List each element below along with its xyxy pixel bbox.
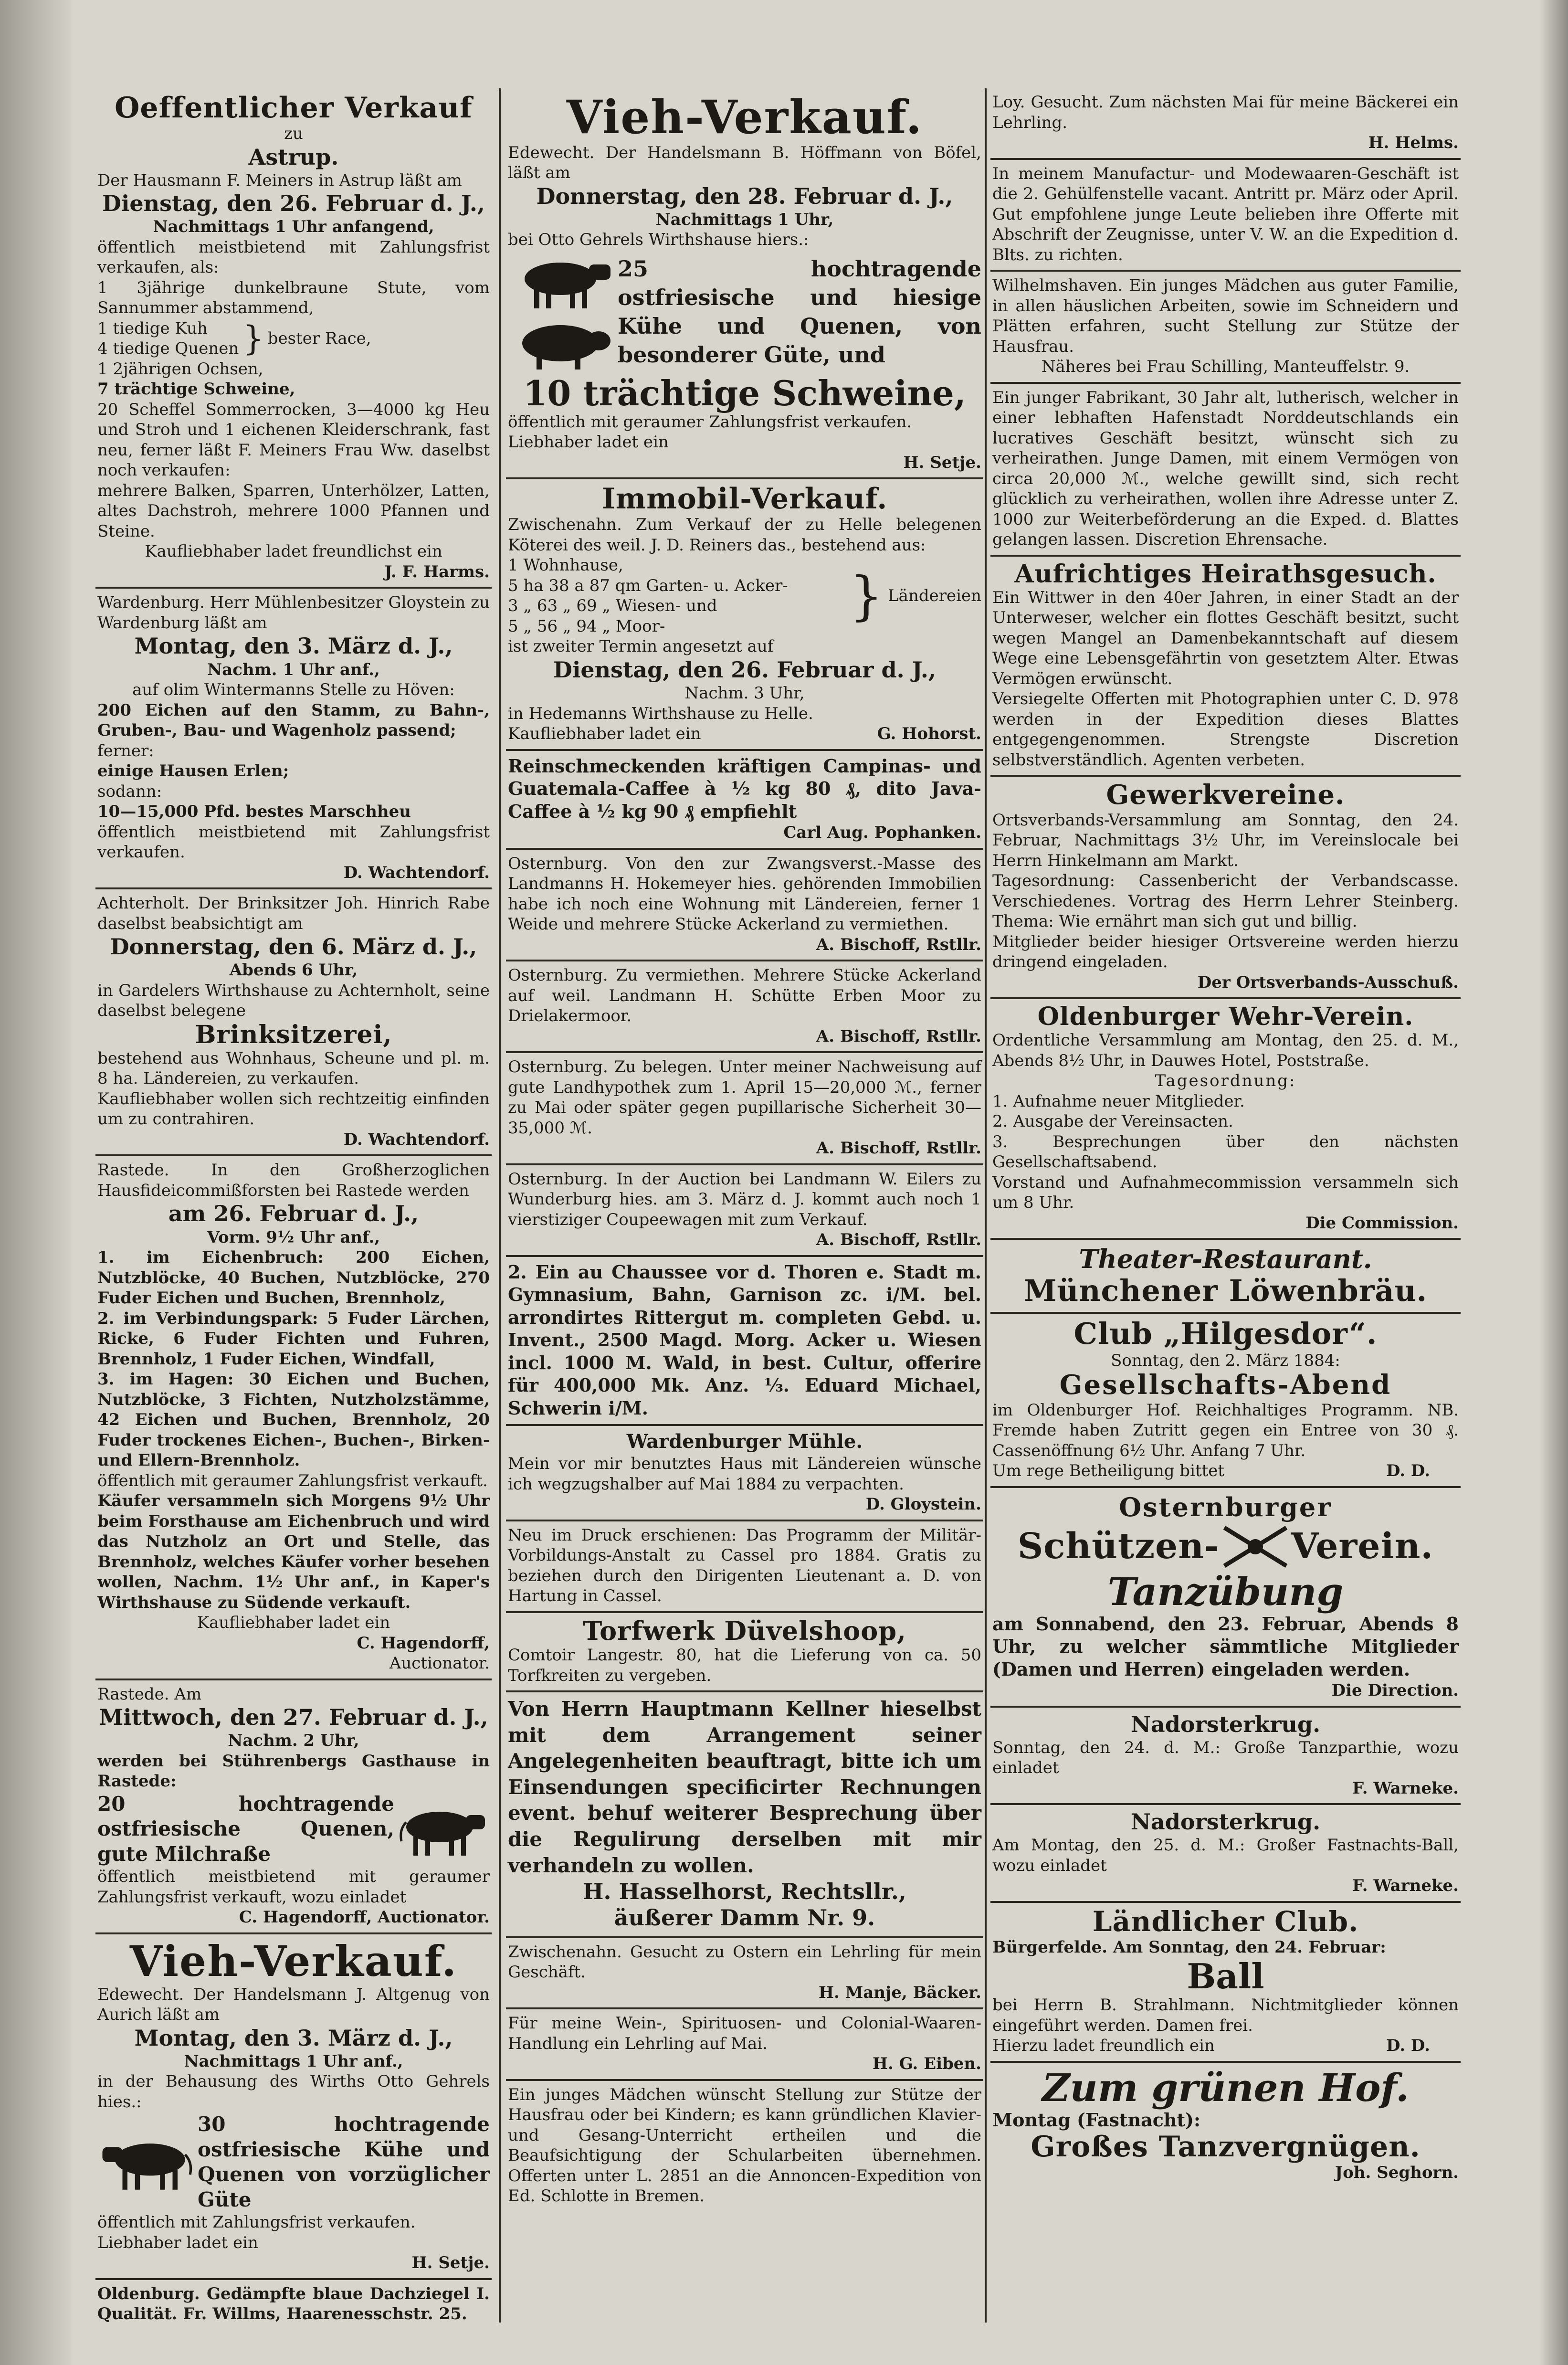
column-rule bbox=[985, 88, 987, 2323]
ad-date: Donnerstag, den 28. Februar d. J., bbox=[536, 183, 953, 209]
ad-text: Reinschmeckenden kräftigen Campinas- und Guatemala-Caffee à ½ kg 80 ₰, dito Java-Caffee à ½ kg 90 ₰ empfiehlt bbox=[508, 755, 981, 822]
column-3 bbox=[990, 88, 1461, 2332]
ad-signature: H. Setje. bbox=[903, 453, 981, 472]
ad-title: Osternburger bbox=[1119, 1491, 1332, 1522]
ad-text: 2. im Verbindungspark: 5 Fuder Lärchen, Ricke, 6 Fuder Fichten und Fuhren, Brennholz, 1 Fuder Eichen, Windfall, bbox=[97, 1309, 490, 1369]
ad-text: In meinem Manufactur- und Modewaaren-Geschäft ist die 2. Gehülfenstelle vacant. Antritt pr. März oder April. Gut empfohlene junge Leute belieben ihre Offerte mit Abschrift der Zeugnisse, unter V. W. an die Expedition d. Blts. zu richten. bbox=[992, 164, 1459, 264]
ad-text: Ordentliche Versammlung am Montag, den 25. d. M., Abends 8½ Uhr, in Dauwes Hotel, Poststraße. bbox=[992, 1031, 1459, 1070]
ad-text: Osternburg. Zu belegen. Unter meiner Nachweisung auf gute Landhypothek zum 1. April 15—20,000 ℳ., ferner zu Mai oder später gegen pupillarische Sicherheit 30—35,000 ℳ. bbox=[508, 1057, 981, 1138]
ad-hasselhorst bbox=[506, 1692, 983, 1938]
ad-title: Aufrichtiges Heirathsgesuch. bbox=[1014, 559, 1437, 589]
ad-vieh-verkauf-hoeffmann bbox=[506, 88, 983, 479]
ad-date: Dienstag, den 26. Februar d. J., bbox=[553, 656, 936, 683]
ad-text: öffentlich meistbietend mit Zahlungsfrist verkaufen. bbox=[97, 822, 490, 862]
ad-text: Osternburg. Zu vermiethen. Mehrere Stücke Ackerland auf weil. Landmann H. Schütte Erben Moor zu Drielakermoor. bbox=[508, 966, 981, 1026]
ad-title: Wardenburger Mühle. bbox=[626, 1430, 863, 1453]
ad-signature: A. Bischoff, Rstllr. bbox=[816, 1026, 981, 1046]
ad-wehr-verein bbox=[990, 999, 1461, 1240]
ad-text: 1 tiedige Kuh bbox=[97, 318, 208, 338]
ad-text: 25 hochtragende ostfriesische und hiesige Kühe und Quenen, von besonderer Güte, und bbox=[618, 256, 981, 368]
ad-text: 3. im Hagen: 30 Eichen und Buchen, Nutzblöcke, 3 Fichten, Nutzholzstämme, 42 Eichen und Buchen, Brennholz, 20 Fuder trockenes Eichen-, Buchen-, Birken- und Ellern-Brennholz. bbox=[97, 1370, 490, 1470]
ad-torfwerk bbox=[506, 1613, 983, 1692]
ad-text: Zwischenahn. Gesucht zu Ostern ein Lehrling für mein Geschäft. bbox=[508, 1942, 981, 1982]
ad-text: Osternburg. Von den zur Zwangsverst.-Masse des Landmanns H. Hokemeyer hies. gehörenden Immobilien habe ich noch eine Wohnung mit Ländereien, ferner 1 Weide und mehrere Stücke Ackerland zu vermiethen. bbox=[508, 854, 981, 934]
ad-title: Münchener Löwenbräu. bbox=[1023, 1273, 1428, 1309]
ad-signature: Der Ortsverbands-Ausschuß. bbox=[1197, 972, 1459, 992]
ad-text: 7 trächtige Schweine, bbox=[97, 380, 295, 399]
ad-text: ist zweiter Termin angesetzt auf bbox=[508, 637, 774, 656]
ad-text: Liebhaber ladet ein bbox=[97, 2233, 258, 2252]
ad-text: Hierzu ladet freundlich ein bbox=[992, 2036, 1215, 2056]
crossed-rifles-icon bbox=[1220, 1523, 1291, 1571]
ad-text: 5 ha 38 a 87 qm Garten- u. Acker- bbox=[508, 576, 788, 595]
ad-text: 20 Scheffel Sommerrocken, 3—4000 kg Heu und Stroh und 1 eichenen Kleiderschrank, fast neu, ferner läßt F. Meiners Frau Ww. daselbst noch verkaufen: bbox=[97, 400, 490, 480]
ad-title-row bbox=[992, 1523, 1459, 1571]
ad-date: Montag, den 3. März d. J., bbox=[134, 2025, 453, 2051]
ad-time: Nachmittags 1 Uhr anf., bbox=[184, 2051, 403, 2071]
ad-text: Ländereien bbox=[888, 586, 981, 606]
ad-title: Gesellschafts-Abend bbox=[1059, 1369, 1392, 1401]
ad-place: Astrup. bbox=[248, 144, 339, 170]
ad-programm bbox=[506, 1521, 983, 1613]
ad-text: Oldenburg. Gedämpfte blaue Dachziegel I. Qualität. Fr. Willms, Haarenesschstr. 25. bbox=[97, 2284, 490, 2324]
ad-time: Vorm. 9½ Uhr anf., bbox=[207, 1227, 380, 1247]
ad-gewerkvereine bbox=[990, 777, 1461, 999]
brace: } bbox=[850, 565, 884, 627]
ad-rastede-wood bbox=[95, 1156, 492, 1680]
ad-dachziegel bbox=[95, 2280, 492, 2329]
ad-text: bester Race, bbox=[267, 329, 371, 348]
column-1 bbox=[95, 88, 492, 2332]
ad-text: Tagesordnung: Cassenbericht der Verbandscasse. Verschiedenes. Vortrag des Herrn Lehrer Steinberg. Thema: Wie ernährt man sich gut und billig. bbox=[992, 871, 1459, 931]
ad-manje bbox=[506, 1938, 983, 2010]
ad-text: Kaufliebhaber ladet ein bbox=[508, 724, 701, 744]
ad-text: öffentlich mit geraumer Zahlungsfrist verkaufen. bbox=[508, 412, 912, 432]
ad-title: Club „Hilgesdor“. bbox=[1073, 1316, 1378, 1351]
ad-signature: Carl Aug. Pophanken. bbox=[783, 823, 981, 843]
ad-text: in Gardelers Wirthshause zu Achternholt, seine daselbst belegene bbox=[97, 981, 490, 1021]
ad-title: Oeffentlicher Verkauf bbox=[115, 91, 473, 125]
ad-text: öffentlich meistbietend mit geraumer Zahlungsfrist verkauft, wozu einladet bbox=[97, 1867, 490, 1907]
ad-text: 5 „ 56 „ 94 „ Moor- bbox=[508, 616, 665, 636]
ad-schuetzen-verein bbox=[990, 1488, 1461, 1708]
ad-theater-restaurant bbox=[990, 1240, 1461, 1314]
ad-signature: D. Wachtendorf. bbox=[343, 863, 490, 882]
ad-text: 10 trächtige Schweine, bbox=[523, 372, 966, 413]
ad-text: bestehend aus Wohnhaus, Scheune und pl. m. 8 ha. Ländereien, zu verkaufen. bbox=[97, 1048, 490, 1088]
ad-text: Am Montag, den 25. d. M.: Großer Fastnachts-Ball, wozu einladet bbox=[992, 1836, 1459, 1875]
ad-text: Edewecht. Der Handelsmann B. Höffmann von Böfel, läßt am bbox=[508, 143, 981, 183]
cow-icon bbox=[394, 1801, 490, 1858]
ad-text: Mitglieder beider hiesiger Ortsvereine werden hierzu dringend eingeladen. bbox=[992, 932, 1459, 972]
ad-title: Tanzübung bbox=[1107, 1569, 1344, 1614]
column-rule bbox=[499, 88, 501, 2323]
ad-text: Vorstand und Aufnahmecommission versammeln sich um 8 Uhr. bbox=[992, 1172, 1459, 1213]
ad-nadorsterkrug-1 bbox=[990, 1708, 1461, 1805]
ad-eiben bbox=[506, 2009, 983, 2081]
ad-signature: H. Manje, Bäcker. bbox=[818, 1983, 981, 2002]
ad-maedchen-bremen bbox=[506, 2081, 983, 2211]
ad-text: Wilhelmshaven. Ein junges Mädchen aus guter Familie, in allen häuslichen Arbeiten, sowie im Schneidern und Plätten erfahren, sucht Stellung zur Stütze der Hausfrau. bbox=[992, 276, 1459, 356]
ad-text: Kaufliebhaber ladet ein bbox=[197, 1613, 390, 1633]
ad-laendlicher-club bbox=[990, 1903, 1461, 2063]
brace: } bbox=[242, 319, 264, 359]
ad-text: am Sonnabend, den 23. Februar, Abends 8 Uhr, zu welcher sämmtliche Mitglieder (Damen und Herren) eingeladen werden. bbox=[992, 1613, 1459, 1680]
ad-time: Nachmittags 1 Uhr, bbox=[655, 210, 834, 229]
ad-date: Dienstag, den 26. Februar d. J., bbox=[102, 190, 485, 217]
ad-text: Neu im Druck erschienen: Das Programm der Militär-Vorbildungs-Anstalt zu Cassel pro 1884. Gratis zu beziehen durch den Dirigenten Lieutenant a. D. von Hartung in Cassel. bbox=[508, 1525, 981, 1606]
ad-time: Nachm. 1 Uhr anf., bbox=[207, 660, 380, 679]
ad-text: sodann: bbox=[97, 781, 162, 801]
ad-signature: Joh. Seghorn. bbox=[1335, 2163, 1459, 2183]
ad-signature: A. Bischoff, Rstllr. bbox=[816, 1139, 981, 1158]
ad-title: Immobil-Verkauf. bbox=[601, 482, 888, 516]
ad-signature: H. Setje. bbox=[411, 2253, 490, 2273]
ad-date: Mittwoch, den 27. Februar d. J., bbox=[99, 1704, 488, 1731]
ad-text: Montag (Fastnacht): bbox=[992, 2109, 1201, 2131]
ad-date: Montag, den 3. März d. J., bbox=[134, 633, 453, 659]
ad-text: Achterholt. Der Brinksitzer Joh. Hinrich Rabe daselbst beabsichtigt am bbox=[97, 894, 490, 933]
ad-title: Vieh-Verkauf. bbox=[129, 1936, 458, 1986]
ad-signature: Die Commission. bbox=[1305, 1213, 1459, 1233]
ad-text: 3. Besprechungen über den nächsten Gesellschaftsabend. bbox=[992, 1132, 1459, 1172]
ad-date: Donnerstag, den 6. März d. J., bbox=[110, 934, 477, 960]
ad-time: Nachmittags 1 Uhr anfangend, bbox=[153, 217, 434, 237]
ad-gruener-hof bbox=[990, 2063, 1461, 2188]
ad-footer bbox=[992, 2036, 1459, 2056]
ad-osternburg-coupeewagen bbox=[506, 1165, 983, 1257]
ad-signature: A. Bischoff, Rstllr. bbox=[816, 1230, 981, 1250]
ad-text: 30 hochtragende ostfriesische Kühe und Quenen von vorzüglicher Güte bbox=[198, 2112, 490, 2211]
ad-signature: H. Helms. bbox=[1368, 133, 1459, 152]
ad-osternburg-wohnung bbox=[506, 850, 983, 962]
ad-text: Zwischenahn. Zum Verkauf der zu Helle belegenen Köterei des weil. J. D. Reiners das., bestehend aus: bbox=[508, 515, 981, 555]
column-2 bbox=[506, 88, 983, 2332]
ad-title: Theater-Restaurant. bbox=[1079, 1244, 1372, 1275]
ad-signature: C. Hagendorff, bbox=[357, 1633, 490, 1653]
ad-title: Zum grünen Hof. bbox=[1042, 2065, 1409, 2110]
ad-signature: J. F. Harms. bbox=[384, 562, 490, 581]
ad-brace-group bbox=[508, 555, 981, 636]
ad-text: 3 „ 63 „ 69 „ Wiesen- und bbox=[508, 596, 717, 616]
ad-wardenburg bbox=[95, 589, 492, 889]
ad-text: 2. Ein au Chaussee vor d. Thoren e. Stadt m. Gymnasium, Bahn, Garnison zc. i/M. bel. arrondirtes Rittergut m. completen Gebd. u. Invent., 2500 Magd. Morg. Acker u. Wiesen incl. 1000 M. Wald, in best. Cultur, offerire für 400,000 Mk. Anz. ⅓. Eduard Michael, Schwerin i/M. bbox=[508, 1261, 981, 1419]
ad-footer bbox=[508, 724, 981, 744]
ad-rastede-cattle bbox=[95, 1680, 492, 1934]
ad-with-picture bbox=[97, 1792, 490, 1867]
ad-text: öffentlich mit Zahlungsfrist verkaufen. bbox=[97, 2213, 416, 2232]
ad-signature: D. Gloystein. bbox=[865, 1495, 981, 1514]
ad-nadorsterkrug-2 bbox=[990, 1805, 1461, 1903]
ad-text: in der Behausung des Wirths Otto Gehrels hies.: bbox=[97, 2072, 490, 2112]
ad-text: Näheres bei Frau Schilling, Manteuffelstr. 9. bbox=[1041, 357, 1410, 376]
ad-signature: D. Wachtendorf. bbox=[343, 1130, 490, 1149]
ad-text: bei Herrn B. Strahlmann. Nichtmitglieder können eingeführt werden. Damen frei. bbox=[992, 1995, 1459, 2035]
ad-time: Nachm. 3 Uhr, bbox=[684, 684, 805, 703]
cow-and-pig-icon bbox=[508, 250, 618, 374]
ad-vieh-verkauf-altgenug bbox=[95, 1934, 492, 2280]
ad-signature: F. Warneke. bbox=[1352, 1778, 1459, 1798]
ad-osternburg-vermiethen bbox=[506, 961, 983, 1053]
ad-text: 1 2jährigen Ochsen, bbox=[97, 359, 263, 379]
ad-wilhelmshaven bbox=[990, 272, 1461, 384]
ad-text: Mein vor mir benutztes Haus mit Ländereien wünsche ich wegzugshalber auf Mai 1884 zu verpachten. bbox=[508, 1454, 981, 1494]
ad-text: 1 Wohnhause, bbox=[508, 556, 623, 575]
ad-text: zu bbox=[284, 124, 303, 143]
page-edge bbox=[1539, 0, 1568, 2365]
ad-signature: A. Bischoff, Rstllr. bbox=[816, 935, 981, 954]
ad-text: Bürgerfelde. Am Sonntag, den 24. Februar: bbox=[992, 1937, 1386, 1957]
ad-text: Für meine Wein-, Spirituosen- und Colonial-Waaren-Handlung ein Lehrling auf Mai. bbox=[508, 2014, 981, 2053]
ad-achterholt bbox=[95, 889, 492, 1156]
ad-text: Ein junges Mädchen wünscht Stellung zur Stütze der Hausfrau oder bei Kindern; es kann gründlichen Klavier- und Gesang-Unterricht ertheilen und die Beaufsichtigung der Schularbeiten übernehmen. Offerten unter L. 2851 an die Annoncen-Expedition von Ed. Schlotte in Bremen. bbox=[508, 2085, 981, 2206]
ad-text: Käufer versammeln sich Morgens 9½ Uhr beim Forsthause am Eichenbruch und wird das Nutzholz an Ort und Stelle, das Brennholz, welches Käufer vorher besehen wollen, Nachm. 1½ Uhr anf., in Kaper's Wirthshause zu Südende verkauft. bbox=[97, 1491, 490, 1612]
ad-signature: F. Warneke. bbox=[1352, 1876, 1459, 1896]
ad-text: Um rege Betheiligung bittet bbox=[992, 1461, 1225, 1481]
ad-title: Ball bbox=[1187, 1956, 1264, 1997]
ad-text: einige Hausen Erlen; bbox=[97, 761, 289, 781]
ad-text: öffentlich meistbietend mit Zahlungsfrist verkaufen, als: bbox=[97, 237, 490, 277]
ad-text: 1. Aufnahme neuer Mitglieder. bbox=[992, 1091, 1245, 1111]
ad-immobil-verkauf bbox=[506, 479, 983, 750]
ad-text: Wardenburg. Herr Mühlenbesitzer Gloystein zu Wardenburg läßt am bbox=[97, 593, 490, 633]
ad-title: Verein. bbox=[1291, 1525, 1434, 1567]
ad-date: am 26. Februar d. J., bbox=[168, 1201, 419, 1227]
ad-title: Ländlicher Club. bbox=[1092, 1905, 1359, 1938]
ad-text: Kaufliebhaber wollen sich rechtzeitig einfinden um zu contrahiren. bbox=[97, 1089, 490, 1129]
ad-title: Großes Tanzvergnügen. bbox=[1031, 2130, 1421, 2164]
ad-text: Rastede. In den Großherzoglichen Hausfideicommißforsten bei Rastede werden bbox=[97, 1161, 490, 1200]
ad-club-hilgesdor bbox=[990, 1314, 1461, 1488]
ad-brace-group bbox=[97, 318, 490, 359]
ad-text: Ein junger Fabrikant, 30 Jahr alt, lutherisch, welcher in einer lebhaften Hafenstadt Norddeutschlands ein lucratives Geschäft besitzt, wünscht sich zu verheirathen. Junge Damen, mit einem Vermögen von circa 20,000 ℳ., welche gewillt sind, sich recht glücklich zu verheirathen, wollen ihre Adresse unter Z. 1000 zur Weiterbeförderung an die Exped. d. Blattes gelangen lassen. Discretion Ehrensache. bbox=[992, 388, 1459, 549]
page-gutter bbox=[0, 0, 72, 2365]
ad-signature: G. Hohorst. bbox=[877, 724, 981, 744]
ad-text: 10—15,000 Pfd. bestes Marschheu bbox=[97, 802, 411, 822]
ad-text: 200 Eichen auf den Stamm, zu Bahn-, Gruben-, Bau- und Wagenholz passend; bbox=[97, 700, 490, 740]
ad-text: mehrere Balken, Sparren, Unterhölzer, Latten, altes Dachstroh, mehrere 1000 Pfannen und Steine. bbox=[97, 481, 490, 541]
ad-text: in Hedemanns Wirthshause zu Helle. bbox=[508, 704, 813, 723]
ad-text: Sonntag, den 24. d. M.: Große Tanzparthie, wozu einladet bbox=[992, 1738, 1459, 1778]
ad-signature: H. Hasselhorst, Rechtsllr., bbox=[583, 1879, 906, 1905]
ad-caffee bbox=[506, 751, 983, 850]
ad-text: auf olim Wintermanns Stelle zu Höven: bbox=[132, 680, 455, 700]
ad-text: im Oldenburger Hof. Reichhaltiges Programm. NB. Fremde haben Zutritt gegen ein Entree von 30 ₰. Cassenöffnung 6½ Uhr. Anfang 7 Uhr. bbox=[992, 1400, 1459, 1460]
ad-footer bbox=[992, 1461, 1459, 1481]
ad-signature: C. Hagendorff, Auctionator. bbox=[239, 1908, 490, 1927]
ad-title: Gewerkvereine. bbox=[1106, 779, 1345, 811]
ad-astrup bbox=[95, 88, 492, 589]
ad-time: Nachm. 2 Uhr, bbox=[228, 1731, 359, 1751]
ad-signature: D. D. bbox=[1386, 1461, 1430, 1481]
ad-text: ferner: bbox=[97, 741, 154, 760]
ad-text: 20 hochtragende ostfriesische Quenen, gute Milchraße bbox=[97, 1792, 394, 1866]
ad-text: öffentlich mit geraumer Zahlungsfrist verkauft. bbox=[97, 1471, 488, 1490]
ad-text: Sonntag, den 2. März 1884: bbox=[1111, 1351, 1340, 1370]
ad-text: 1 3jährige dunkelbraune Stute, vom Sannummer abstammend, bbox=[97, 278, 490, 318]
ad-text: 1. im Eichenbruch: 200 Eichen, Nutzblöcke, 40 Buchen, Nutzblöcke, 270 Fuder Eichen und Buchen, Brennholz, bbox=[97, 1248, 490, 1308]
ad-text: Kaufliebhaber ladet freundlichst ein bbox=[145, 542, 442, 561]
ad-text: 2. Ausgabe der Vereinsacten. bbox=[992, 1112, 1233, 1131]
ad-title: Torfwerk Düvelshoop, bbox=[583, 1615, 906, 1646]
ad-text: Tagesordnung: bbox=[1155, 1071, 1296, 1091]
ad-signature: H. G. Eiben. bbox=[872, 2054, 981, 2074]
ad-text: werden bei Stührenbergs Gasthause in Rastede: bbox=[97, 1751, 490, 1791]
ad-with-picture bbox=[508, 250, 981, 374]
ad-text: Ortsverbands-Versammlung am Sonntag, den 24. Februar, Nachmittags 3½ Uhr, im Vereinslocale bei Herrn Hinkelmann am Markt. bbox=[992, 810, 1459, 870]
ad-wardenburger-muehle bbox=[506, 1426, 983, 1521]
ad-text: Von Herrn Hauptmann Kellner hieselbst mit dem Arrangement seiner Angelegenheiten beauftragt, bitte ich um Einsendungen specificirter Rechnungen event. behuf weiterer Besprechung über die Regulirung derselben mit mir verhandeln zu wollen. bbox=[508, 1697, 981, 1877]
ad-signature: äußerer Damm Nr. 9. bbox=[614, 1905, 875, 1931]
ad-title: Schützen- bbox=[1017, 1525, 1220, 1567]
cow-icon bbox=[97, 2131, 198, 2193]
ad-title: Nadorsterkrug. bbox=[1130, 1809, 1321, 1835]
ad-text: bei Otto Gehrels Wirthshause hiers.: bbox=[508, 230, 809, 250]
ad-osternburg-belegen bbox=[506, 1053, 983, 1165]
ad-text: Loy. Gesucht. Zum nächsten Mai für meine Bäckerei ein Lehrling. bbox=[992, 93, 1459, 132]
ad-text: Comtoir Langestr. 80, hat die Lieferung von ca. 50 Torfkreiten zu vergeben. bbox=[508, 1646, 981, 1685]
ad-signature: Die Direction. bbox=[1331, 1681, 1459, 1700]
ad-role: Auctionator. bbox=[389, 1654, 490, 1673]
ad-title: Nadorsterkrug. bbox=[1130, 1711, 1321, 1737]
ad-text: Der Hausmann F. Meiners in Astrup läßt am bbox=[97, 170, 462, 190]
ad-text: 4 tiedige Quenen bbox=[97, 339, 239, 359]
ad-text: Versiegelte Offerten mit Photographien unter C. D. 978 werden in der Expedition dieses Blattes entgegengenommen. Strengste Discretion selbstverständlich. Agenten verbeten. bbox=[992, 689, 1459, 770]
ad-rittergut bbox=[506, 1257, 983, 1426]
ad-signature: D. D. bbox=[1386, 2036, 1430, 2056]
ad-time: Abends 6 Uhr, bbox=[229, 961, 358, 980]
ad-heirathsgesuch bbox=[990, 557, 1461, 777]
ad-text: Liebhaber ladet ein bbox=[508, 433, 669, 452]
ad-fabrikant bbox=[990, 384, 1461, 557]
ad-text: Osternburg. In der Auction bei Landmann W. Eilers zu Wunderburg hies. am 3. März d. J. kommt auch noch 1 vierstiziger Coupeewagen mit zum Verkauf. bbox=[508, 1169, 981, 1229]
ad-text: Edewecht. Der Handelsmann J. Altgenug von Aurich läßt am bbox=[97, 1985, 490, 2025]
ad-title: Vieh-Verkauf. bbox=[566, 90, 923, 144]
ad-loy bbox=[990, 88, 1461, 160]
ad-title: Brinksitzerei, bbox=[195, 1020, 392, 1049]
ad-text: Rastede. Am bbox=[97, 1684, 202, 1704]
ad-manufactur bbox=[990, 160, 1461, 272]
ad-with-picture bbox=[97, 2112, 490, 2212]
ad-title: Oldenburger Wehr-Verein. bbox=[1037, 1002, 1414, 1032]
ad-text: Ein Wittwer in den 40er Jahren, in einer Stadt an der Unterweser, welcher ein flottes Geschäft besitzt, sucht wegen Mangel an Damenbekanntschaft auf diesem Wege eine Lebensgefährtin von gesetztem Alter. Etwas Vermögen erwünscht. bbox=[992, 588, 1459, 688]
